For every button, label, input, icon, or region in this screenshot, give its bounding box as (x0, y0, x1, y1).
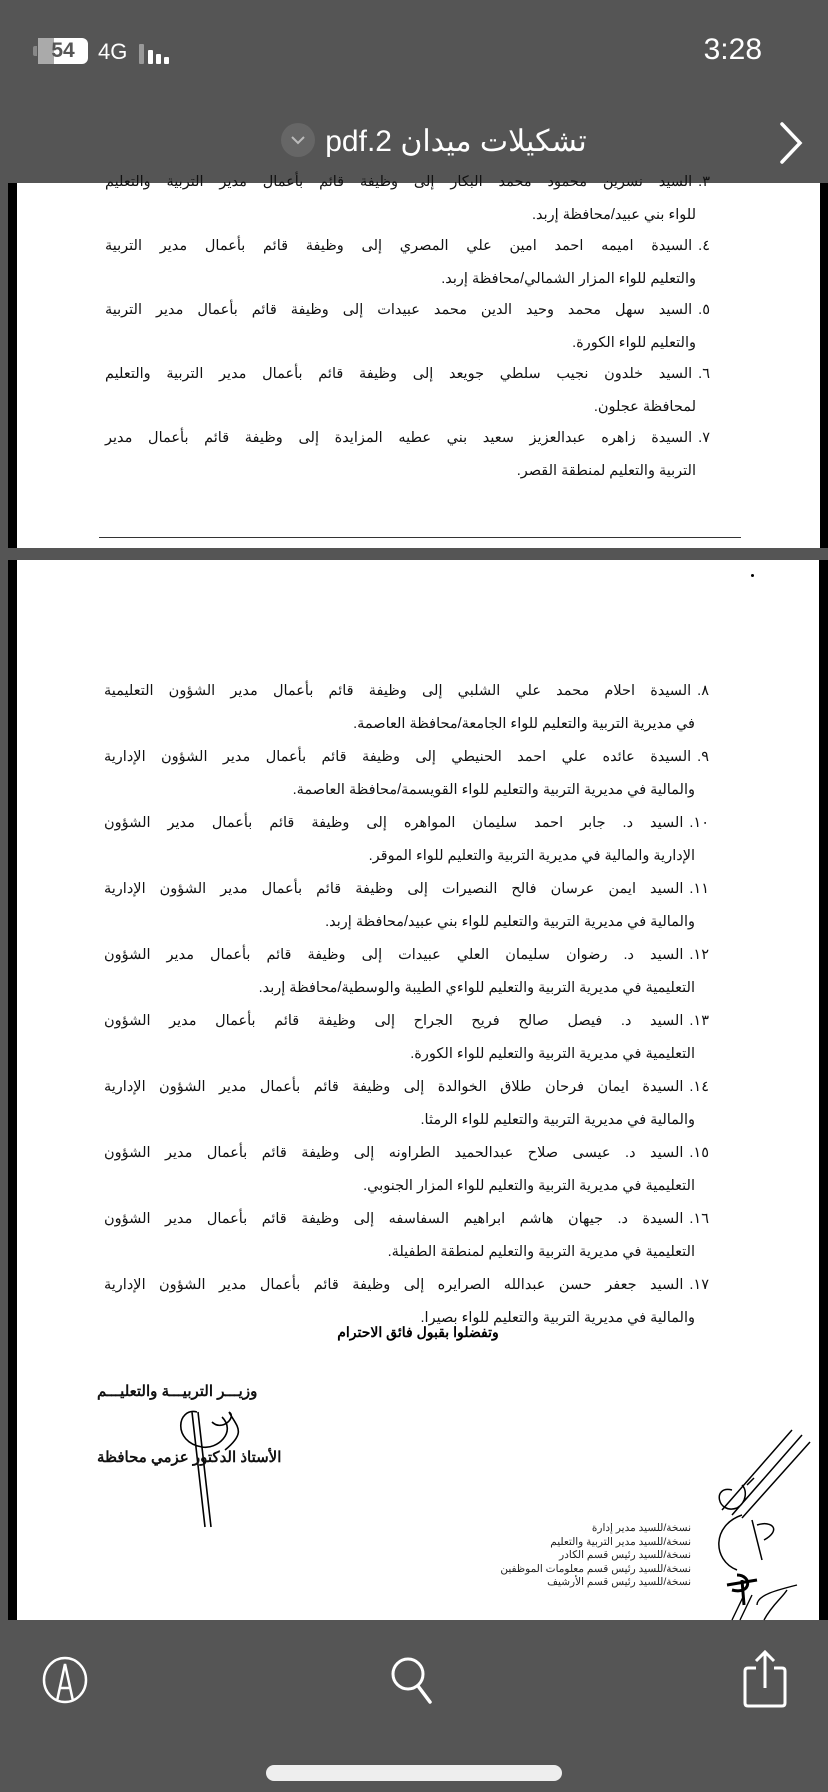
list-item (104, 680, 709, 735)
item-line-2: والمالية في مديرية التربية والتعليم للواء الرمثا. (420, 1112, 695, 1128)
item-line-2: التعليمية في مديرية التربية والتعليم لمنطقة الطفيلة. (387, 1244, 695, 1260)
markup-pen-icon[interactable] (40, 1654, 90, 1704)
battery-nub (33, 46, 37, 56)
chevron-down-icon[interactable] (281, 123, 315, 157)
battery-level: 54 (51, 39, 75, 62)
cc-line: نسخة/للسيد مدير التربية والتعليم (550, 1535, 691, 1548)
item-line-2: التعليمية في مديرية التربية والتعليم للواء الكورة. (410, 1046, 695, 1062)
item-line-1 (104, 1274, 709, 1307)
signal-icon (139, 40, 179, 64)
item-line-1 (105, 363, 710, 396)
list-item (104, 812, 709, 867)
minister-signature (167, 1402, 257, 1532)
list-item (104, 1274, 709, 1329)
cc-line: نسخة/للسيد رئيس قسم الكادر (559, 1549, 691, 1561)
pdf-page-1 (8, 174, 828, 548)
item-line-2: التعليمية في مديرية التربية والتعليم للواء المزار الجنوبي. (363, 1178, 695, 1194)
item-line-1 (104, 1076, 709, 1109)
item-number: ٩. (697, 749, 709, 765)
item-number: ١٣. (689, 1013, 709, 1029)
item-number: ٣. (698, 174, 710, 190)
item-line-2: في مديرية التربية والتعليم للواء الجامعة/محافظة العاصمة. (353, 716, 695, 732)
list-item (104, 746, 709, 801)
cc-line: نسخة/للسيد رئيس قسم معلومات الموظفين (500, 1562, 691, 1575)
network-type: 4G (98, 39, 128, 64)
status-bar (0, 0, 828, 100)
closing-text: وتفضلوا بقبول فائق الاحترام (337, 1324, 499, 1340)
item-text: السيد د. عيسى صلاح عبدالحميد الطراونه إلى وظيفة قائم بأعمال مدير الشؤون (104, 1145, 684, 1161)
item-text: السيدة زاهره عبدالعزيز سعيد بني عطيه المزايدة إلى وظيفة قائم بأعمال مدير (105, 430, 693, 446)
item-line-1 (104, 1142, 709, 1175)
home-indicator[interactable] (266, 1765, 562, 1781)
item-line-2: والتعليم للواء الكورة. (572, 335, 696, 351)
item-line-1 (105, 299, 710, 332)
item-line-1 (105, 171, 710, 204)
item-text: السيدة ايمان فرحان طلاق الخوالدة إلى وظيفة قائم بأعمال مدير الشؤون الإدارية (104, 1079, 684, 1095)
share-icon[interactable] (740, 1648, 790, 1708)
item-line-2: لمحافظة عجلون. (593, 399, 696, 415)
list-item (105, 235, 710, 290)
item-line-1 (105, 427, 710, 460)
item-line-1 (104, 680, 709, 713)
item-line-1 (104, 878, 709, 911)
item-number: ٥. (698, 302, 710, 318)
list-item (105, 363, 710, 418)
initials-signatures (702, 1390, 817, 1620)
search-icon[interactable] (388, 1654, 438, 1704)
item-line-1 (105, 235, 710, 268)
item-line-1 (104, 944, 709, 977)
item-line-2: التعليمية في مديرية التربية والتعليم للواءي الطيبة والوسطية/محافظة إربد. (258, 980, 695, 996)
item-number: ١٢. (689, 947, 709, 963)
item-text: السيد جعفر حسن عبدالله الصرايره إلى وظيفة قائم بأعمال مدير الشؤون الإدارية (104, 1277, 684, 1293)
cc-line: نسخة/للسيد مدير إدارة (591, 1522, 691, 1534)
list-item (104, 1208, 709, 1263)
item-number: ١٧. (689, 1277, 709, 1293)
item-text: السيد د. رضوان سليمان العلي عبيدات إلى وظيفة قائم بأعمال مدير الشؤون (104, 947, 684, 963)
item-number: ١٤. (689, 1079, 709, 1095)
item-line-1 (104, 1010, 709, 1043)
item-text: السيد خلدون نجيب سلطي جويعد إلى وظيفة قائم بأعمال مدير التربية والتعليم (105, 366, 693, 382)
item-text: السيد ايمن عرسان فالح النصيرات إلى وظيفة قائم بأعمال مدير الشؤون الإدارية (104, 881, 684, 897)
item-line-2: والمالية في مديرية التربية والتعليم للواء بصيرا. (420, 1310, 695, 1326)
divider-line (99, 537, 741, 538)
cc-list (500, 1522, 691, 1590)
document-title: تشكيلات ميدان 2.pdf (325, 125, 587, 158)
list-item (105, 171, 710, 226)
item-number: ٦. (698, 366, 710, 382)
list-item (105, 299, 710, 354)
list-item (104, 1142, 709, 1197)
item-number: ٤. (698, 238, 710, 254)
item-text: السيد د. فيصل صالح فريح الجراح إلى وظيفة قائم بأعمال مدير الشؤون (104, 1013, 684, 1029)
item-number: ١٦. (689, 1211, 709, 1227)
battery-icon (38, 38, 88, 64)
item-line-2: والتعليم للواء المزار الشمالي/محافظة إربد. (441, 271, 696, 287)
item-number: ١١. (689, 881, 709, 897)
item-number: ١٠. (689, 815, 709, 831)
item-line-1 (104, 812, 709, 845)
document-title-button[interactable] (0, 120, 828, 164)
list-item (104, 944, 709, 999)
item-text: السيد د. جابر احمد سليمان المواهره إلى وظيفة قائم بأعمال مدير الشؤون (104, 815, 684, 831)
item-text: السيدة احلام محمد علي الشلبي إلى وظيفة قائم بأعمال مدير الشؤون التعليمية (104, 683, 692, 699)
minister-title: وزيـــر التربيـــة والتعليـــم (97, 1383, 258, 1400)
list-item (104, 1076, 709, 1131)
bottom-toolbar (0, 1622, 828, 1792)
item-text: السيد نسرين محمود محمد البكار إلى وظيفة قائم بأعمال مدير التربية والتعليم (105, 174, 693, 190)
clock: 3:28 (703, 33, 762, 66)
minister-name: الأستاذ الدكتور عزمي محافظة (97, 1449, 282, 1466)
item-line-2: للواء بني عبيد/محافظة إربد. (531, 207, 696, 223)
item-number: ٧. (698, 430, 710, 446)
item-text: السيد سهل محمد وحيد الدين محمد عبيدات إلى وظيفة قائم بأعمال مدير التربية (105, 302, 693, 318)
item-number: ١٥. (689, 1145, 709, 1161)
item-line-1 (104, 746, 709, 779)
item-line-2: والمالية في مديرية التربية والتعليم للواء بني عبيد/محافظة إربد. (325, 914, 695, 930)
item-line-2: التربية والتعليم لمنطقة القصر. (516, 463, 696, 479)
cc-line: نسخة/للسيد رئيس قسم الأرشيف (547, 1576, 691, 1588)
chevron-right-icon[interactable] (776, 118, 806, 168)
list-item (104, 1010, 709, 1065)
item-text: السيدة اميمه احمد امين علي المصري إلى وظيفة قائم بأعمال مدير التربية (105, 238, 693, 254)
item-text: السيدة عائده علي احمد الحنيطي إلى وظيفة قائم بأعمال مدير الشؤون الإدارية (104, 749, 692, 765)
item-text: السيدة د. جيهان هاشم ابراهيم السفاسفه إلى وظيفة قائم بأعمال مدير الشؤون (104, 1211, 684, 1227)
pdf-page-2 (8, 560, 828, 1620)
item-line-1 (104, 1208, 709, 1241)
scan-speck (751, 574, 754, 577)
item-line-2: والمالية في مديرية التربية والتعليم للواء القويسمة/محافظة العاصمة. (292, 782, 695, 798)
list-item (105, 427, 710, 482)
item-line-2: الإدارية والمالية في مديرية التربية والتعليم للواء الموقر. (368, 848, 695, 864)
item-number: ٨. (697, 683, 709, 699)
list-item (104, 878, 709, 933)
